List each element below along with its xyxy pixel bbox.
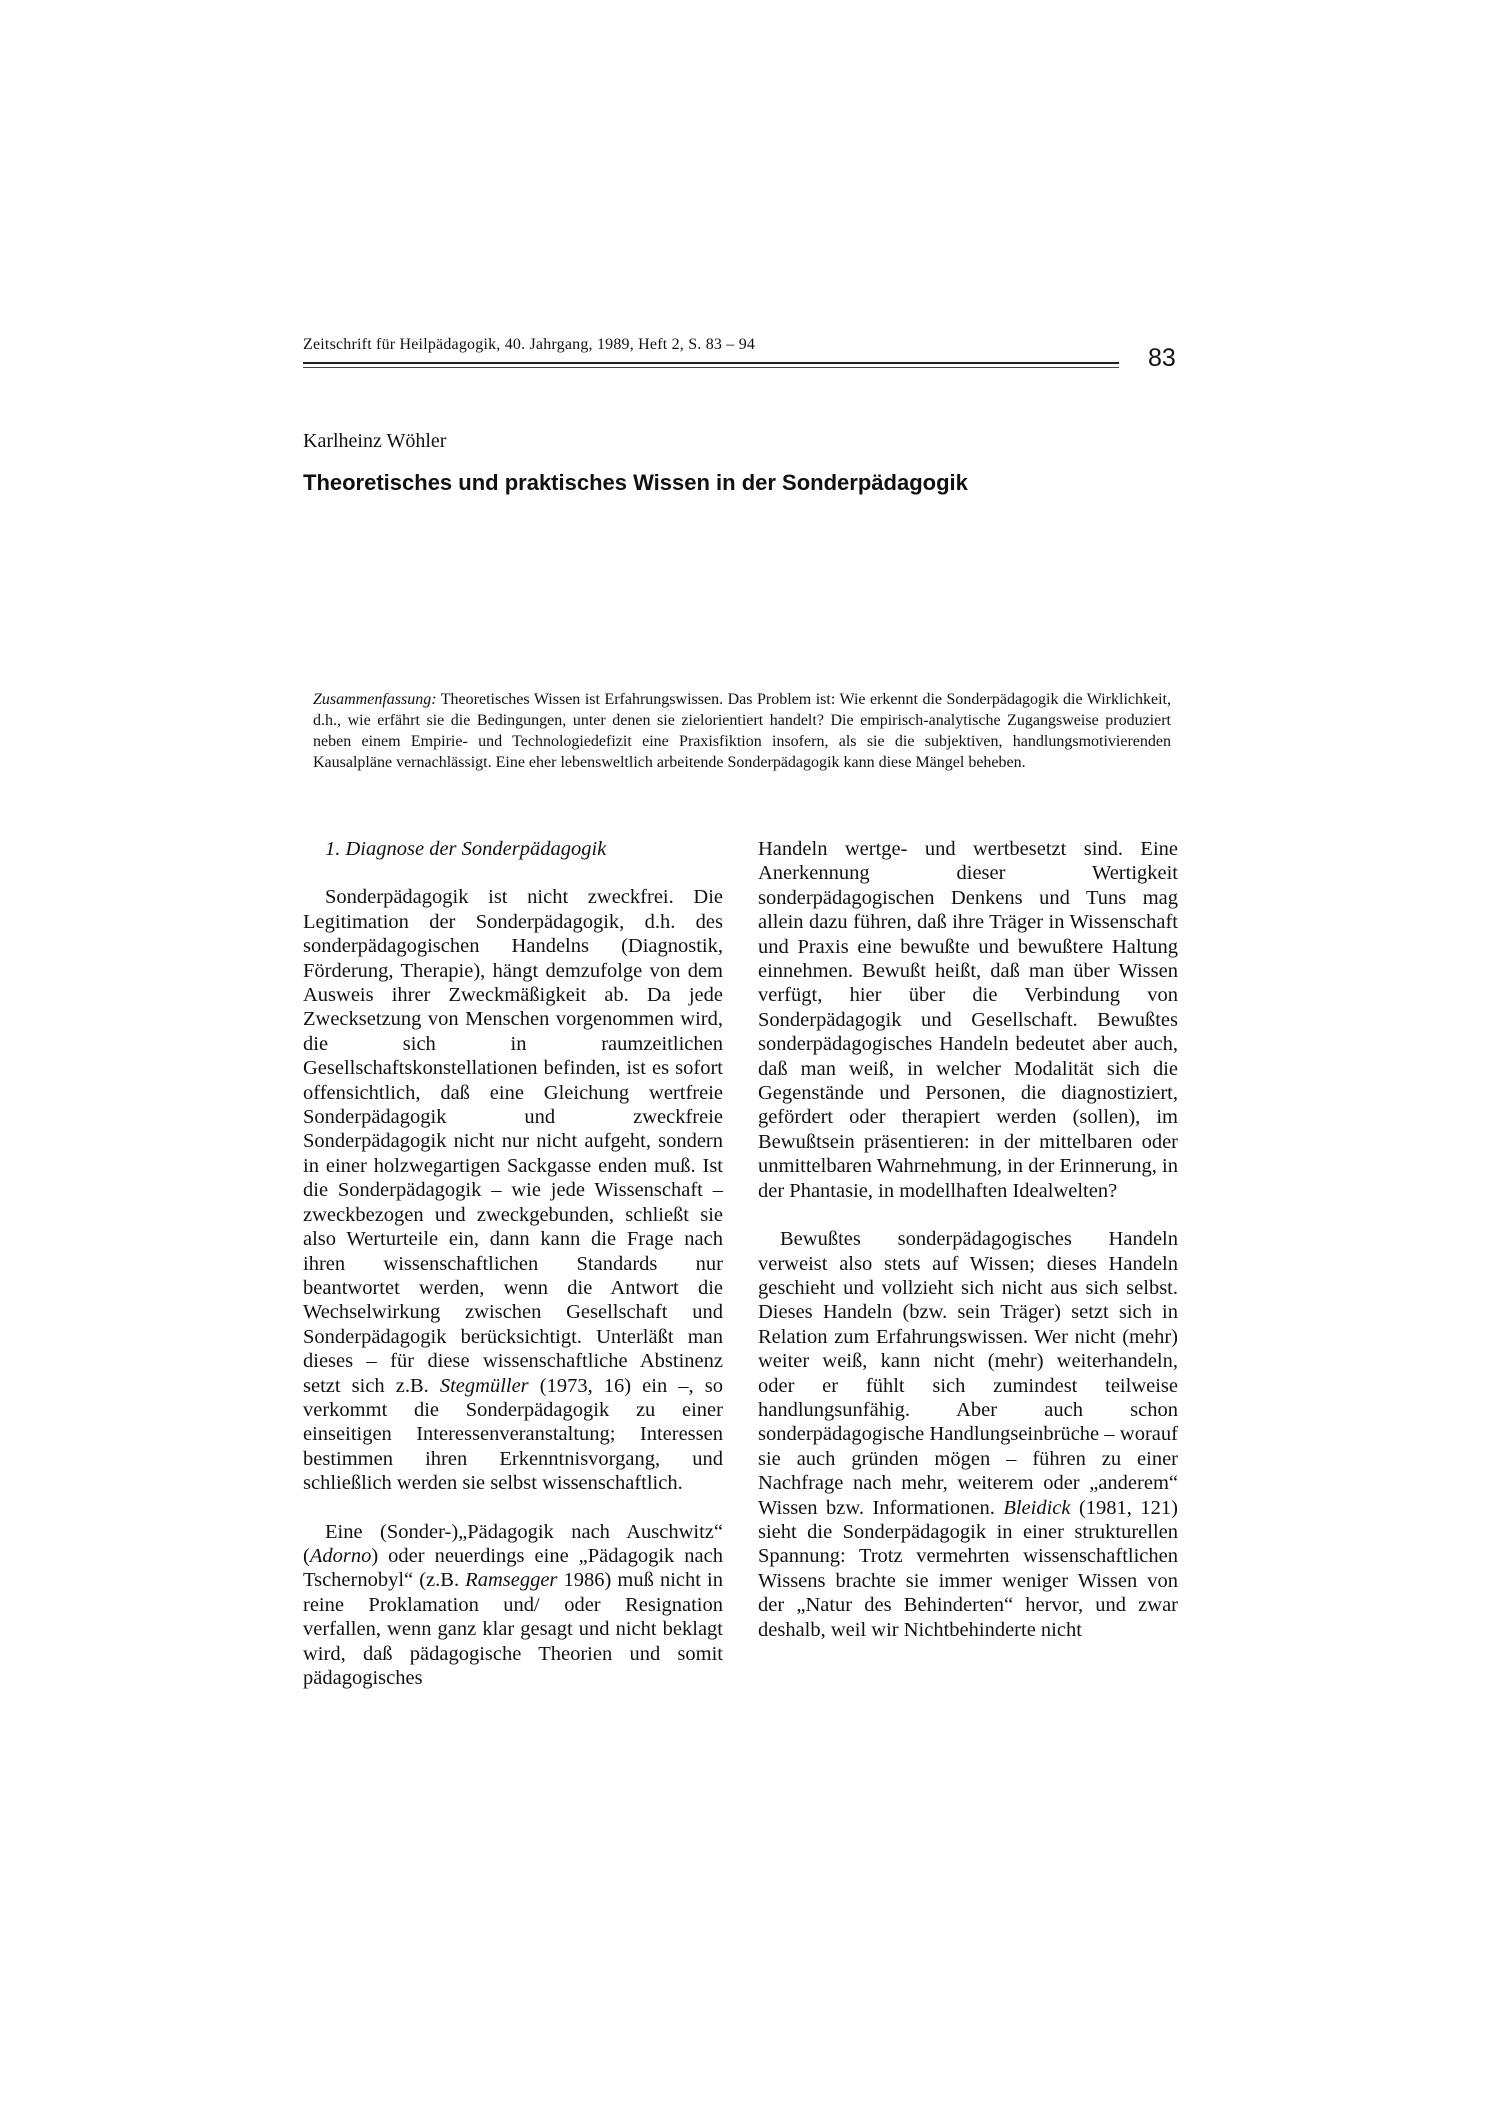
left-column [303, 837, 723, 1690]
paragraph-text: ) oder neuerdings eine „Pädagogik nach Tschernobyl“ (z.B. [303, 1544, 723, 1592]
author-name: Karlheinz Wöhler [303, 430, 447, 452]
article-title: Theoretisches und praktisches Wissen in der Sonderpädagogik [303, 470, 968, 495]
paragraph [758, 1227, 1178, 1642]
cited-author: Bleidick [1003, 1496, 1071, 1519]
paragraph [303, 885, 723, 1495]
cited-author: Ramsegger [465, 1569, 558, 1592]
paragraph-text: Eine (Sonder-)„Pädagogik nach Auschwitz“ ( [303, 1520, 723, 1567]
paragraph-text: Sonderpädagogik ist nicht zweckfrei. Die Legitimation der Sonderpädagogik, d.h. des sonderpädagogischen Handelns (Diagnostik, Förderung, Therapie), hängt demzufolge von dem Ausweis ihrer Zweckmäßigkeit ab. Da jede Zwecksetzung von Menschen vorgenommen wird, die sich in raumzeitlichen Gesellschaftskonstellationen befinden, ist es sofort offensichtlich, daß eine Gleichung wertfreie Sonderpädagogik und zweckfreie Sonderpädagogik nicht nur nicht aufgeht, sondern in einer holzwegartigen Sackgasse enden muß. Ist die Sonderpädagogik – wie jede Wissenschaft – zweckbezogen und zweckgebunden, schließt sie also Werturteile ein, dann kann die Frage nach ihren wissenschaftlichen Standards nur beantwortet werden, wenn die Antwort die Wechselwirkung zwischen Gesellschaft und Sonderpädagogik berücksichtigt. Unterläßt man dieses – für diese wissenschaftliche Abstinenz setzt sich z.B. [303, 886, 723, 1397]
journal-citation: Zeitschrift für Heilpädagogik, 40. Jahrgang, 1989, Heft 2, S. 83 – 94 [303, 336, 756, 353]
cited-author: Stegmüller [439, 1374, 529, 1397]
paragraph-text: 1986) muß nicht in reine Proklamation und/ oder Resignation verfallen, wenn ganz klar gesagt und nicht beklagt wird, daß pädagogische Theorien und somit pädagogisches [303, 1569, 723, 1689]
paragraph-text: Bewußtes sonderpädagogisches Handeln verweist also stets auf Wissen; dieses Handeln geschieht und vollzieht sich nicht aus sich selbst. Dieses Handeln (bzw. sein Träger) setzt sich in Relation zum Erfahrungswissen. Wer nicht (mehr) weiter weiß, kann nicht (mehr) weiterhandeln, oder er fühlt sich zumindest teilweise handlungsunfähig. Aber auch schon sonderpädagogische Handlungseinbrüche – worauf sie auch gründen mögen – führen zu einer Nachfrage nach mehr, weiterem oder „anderem“ Wissen bzw. Informationen. [758, 1228, 1178, 1519]
cited-author: Adorno [309, 1544, 372, 1567]
right-column [758, 837, 1178, 1642]
paragraph [303, 1520, 723, 1691]
section-heading: 1. Diagnose der Sonderpädagogik [325, 838, 607, 860]
paragraph: Handeln wertge- und wertbesetzt sind. Eine Anerkennung dieser Wertigkeit sonderpädagogischen Denkens und Tuns mag allein dazu führen, daß ihre Träger in Wissenschaft und Praxis eine bewußte und bewußtere Haltung einnehmen. Bewußt heißt, daß man über Wissen verfügt, hier über die Verbindung von Sonderpädagogik und Gesellschaft. Bewußtes sonderpädagogisches Handeln bedeutet aber auch, daß man weiß, in welcher Modalität sich die Gegenstände und Personen, die diagnostiziert, gefördert oder therapiert werden (sollen), im Bewußtsein präsentieren: in der mittelbaren oder unmittelbaren Wahrnehmung, in der Erinnerung, in der Phantasie, in modellhaften Idealwelten? [758, 838, 1178, 1202]
abstract-label: Zusammenfassung: [313, 691, 437, 708]
abstract [313, 689, 1171, 773]
paragraph-text: (1981, 121) sieht die Sonderpädagogik in einer strukturellen Spannung: Trotz vermehrten wissenschaftlichen Wissens brachte sie immer weniger Wissen von der „Natur des Behinderten“ hervor, und zwar deshalb, weil wir Nichtbehinderte nicht [758, 1496, 1178, 1641]
abstract-text: Theoretisches Wissen ist Erfahrungswissen. Das Problem ist: Wie erkennt die Sonderpädagogik die Wirklichkeit, d.h., wie erfährt sie die Bedingungen, unter denen sie zielorientiert handelt? Die empirisch-analytische Zugangsweise produziert neben einem Empirie- und Technologiedefizit eine Praxisfiktion insofern, als sie die subjektiven, handlungsmotivierenden Kausalpläne vernachlässigt. Eine eher lebensweltlich arbeitende Sonderpädagogik kann diese Mängel beheben. [313, 691, 1171, 771]
header-rule-thin [303, 367, 1119, 368]
paragraph-text: (1973, 16) ein –, so verkommt die Sonderpädagogik zu einer einseitigen Interessenveranstaltung; Interessen bestimmen ihren Erkenntnisvorgang, und schließlich werden sie selbst wissenschaftlich. [303, 1374, 723, 1495]
page-number: 83 [1148, 344, 1176, 372]
header-rule [303, 362, 1119, 364]
